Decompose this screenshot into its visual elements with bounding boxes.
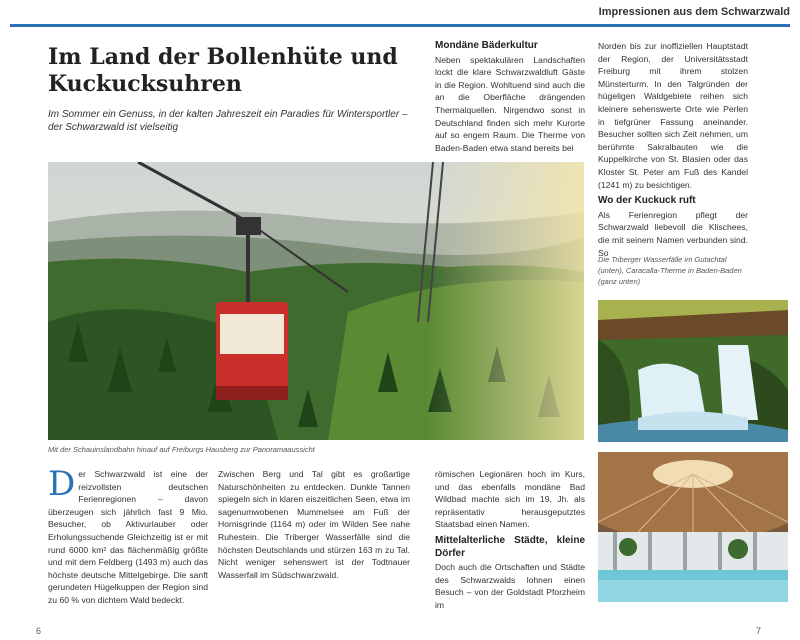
body-column-1 [48, 464, 208, 607]
article-title: Im Land der Bollenhüte und Kuckucksuhren [48, 44, 398, 97]
side-photo-caption: Die Triberger Wasserfälle im Gutachtal (unten), Caracalla-Therme in Baden-Baden (ganz unten) [598, 255, 742, 286]
column-4-text: Norden bis zur inoffiziellen Hauptstadt der Region, der Universitätsstadt Freiburg mit ihrem stolzen Münsterturm. In den Talgründen der hügeligen Waldgebiete reihen sich kleinere sehenswerte Orte wie Perlen in tiefgrüner Fassung aneinander. Besucher sollten sich Zeit nehmen, um berühmte Sakralbauten wie die Kuppelkirche von St. Blasien oder das Kloster St. Peter am Fuß des Kandel (1241 m) zu besichtigen. [598, 41, 748, 190]
heading-kuckuck: Wo der Kuckuck ruft [598, 195, 696, 207]
column-3-bottom-text: römischen Legionären hoch im Kurs, und das ebenfalls mondäne Bad Wildbad machte sich im 19. Jh. als repräsentativ herausgeputztes Staatsbad einen Namen. [435, 469, 585, 530]
article-subtitle: Im Sommer ein Genuss, in der kalten Jahreszeit ein Paradies für Wintersportler – der Schwarzwald ist vielseitig [48, 109, 408, 133]
cable-car-photo [48, 162, 584, 440]
heading-baederkultur: Mondäne Bäderkultur [435, 40, 538, 51]
therme-photo [598, 452, 788, 602]
page-number-left: 6 [36, 626, 42, 636]
drop-cap: D [48, 464, 76, 504]
column-3-top-text: Neben spektakulären Landschaften lockt die klare Schwarzwaldluft Gäste in die Region. Wohltuend sind auch die an die Oberfläche drängenden Thermalquellen. Nirgendwo sonst in Deutschland finden sich mehr Kurorte auf so engem Raum. Die Therme von Baden-Baden etwa stand bereits bei [435, 54, 585, 153]
body-column-3-bottom [435, 468, 585, 612]
body-column-4 [598, 40, 748, 259]
column-4-text-2: Als Ferienregion pflegt der Schwarzwald liebevoll die Klischees, die mit seinem Namen verbunden sind. So [598, 209, 748, 258]
main-photo-caption: Mit der Schauinslandbahn hinauf auf Freiburgs Hausberg zur Panoramaaussicht [48, 445, 315, 454]
column-1-text: er Schwarzwald ist eine der reizvollsten deutschen Ferienregionen – davon überzeugen sich jährlich fast 9 Mio. Besucher, ob Aktivurlauber oder Erholungssuchende Gleichzeitig ist er mit rund 6000 km² das flächenmäßig größte und mit dem Feldberg (1493 m) auch das höchste deutsche Mittelgebirge. Die sanft gerundeten Hügelkuppen der Region sind zu 60 % von dichtem Wald bedeckt. [48, 469, 208, 605]
column-2-text: Zwischen Berg und Tal gibt es großartige Naturschönheiten zu entdecken. Dunkle Tannen spiegeln sich in klaren eiszeitlichen Seen, etwa im sagenumwobenen Mummelsee am Fuß der Hornisgrinde (1164 m) oder im Wilden See nahe Ruhestein. Die Triberger Wasserfälle sind die höchsten Deutschlands und stürzen 163 m zu Tal. Nicht weniger sehenswert ist der Todtnauer Wasserfall im Südschwarzwald. [218, 469, 410, 580]
section-label: Impressionen aus dem Schwarzwald [598, 6, 790, 18]
body-column-3-top [435, 40, 585, 154]
waterfall-photo [598, 300, 788, 442]
page-number-right: 7 [756, 626, 762, 636]
header-rule [10, 24, 790, 27]
column-3-bottom-text-2: Doch auch die Ortschaften und Städte des Schwarzwalds lohnen einen Besuch – von der Goldstadt Pforzheim im [435, 562, 585, 610]
body-column-2 [218, 468, 410, 581]
heading-staedte: Mittelalterliche Städte, kleine Dörfer [435, 534, 585, 559]
